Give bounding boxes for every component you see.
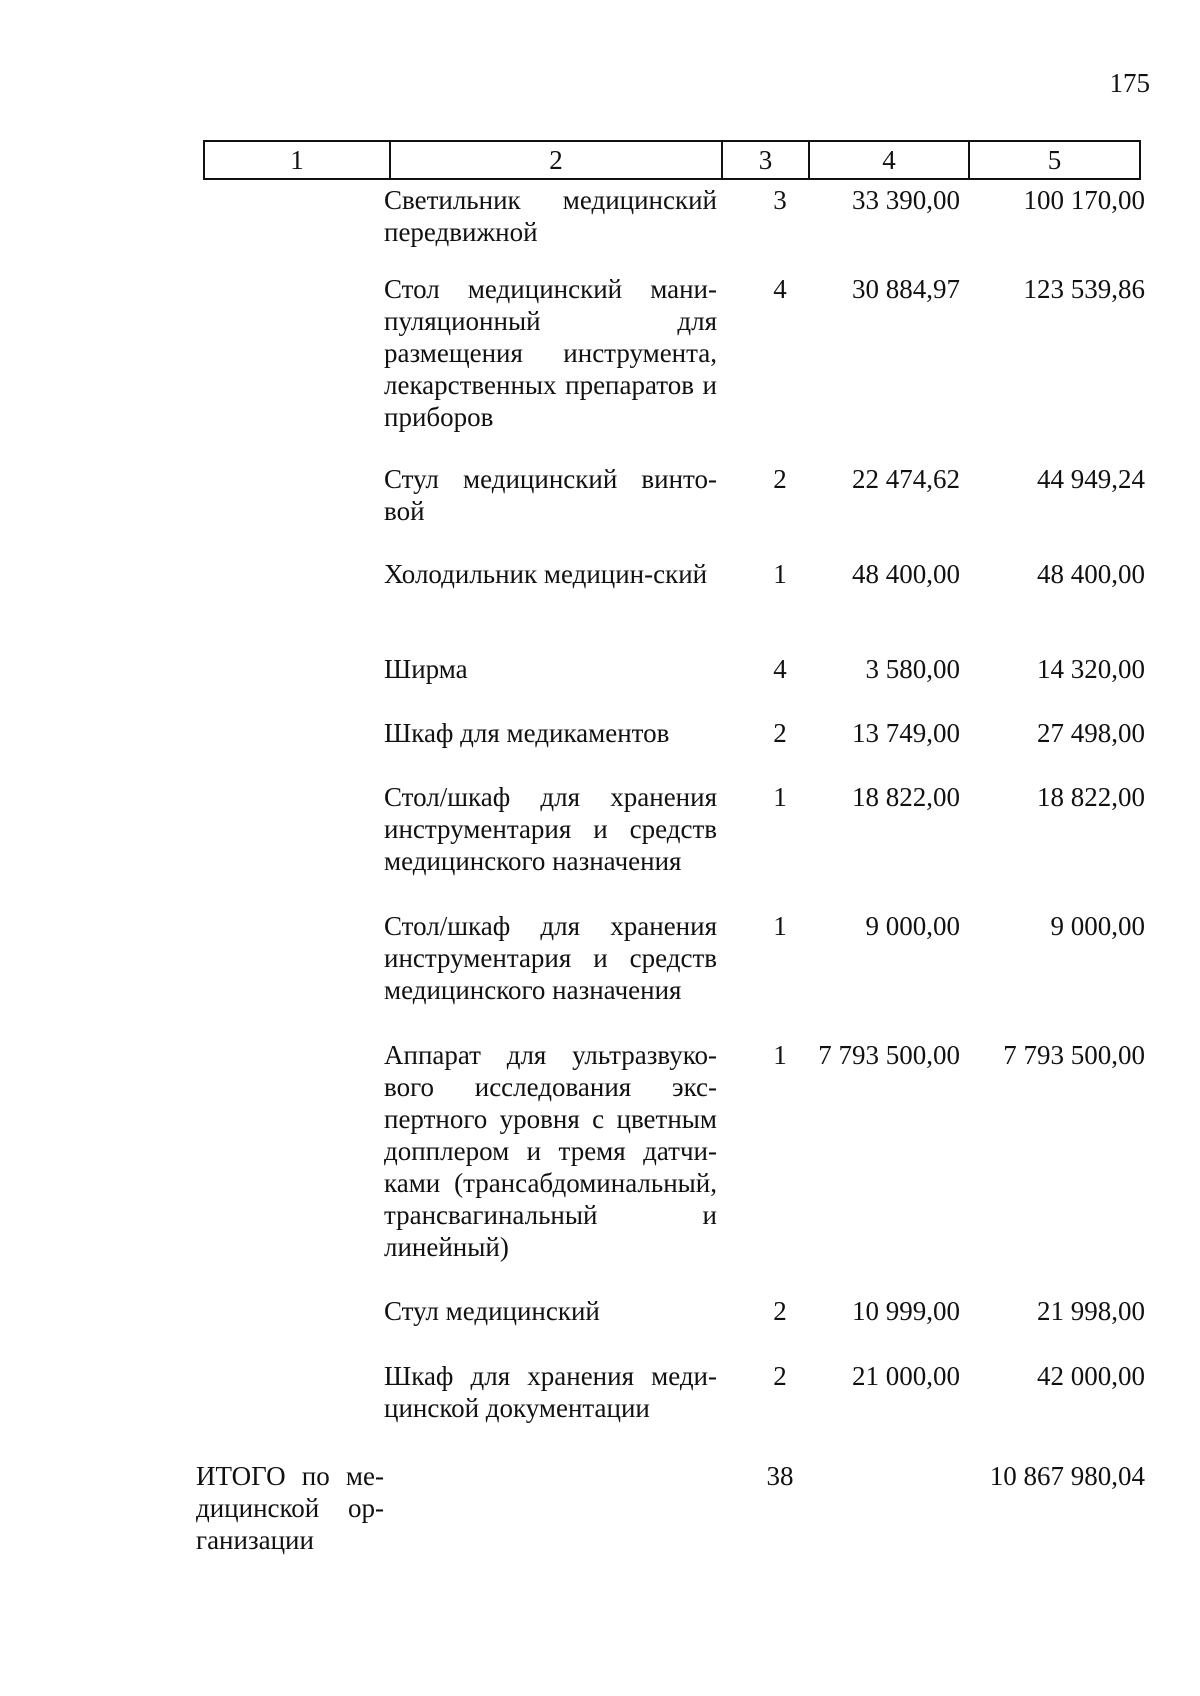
item-quantity: 2 <box>773 1296 787 1326</box>
column-header-2: 2 <box>391 142 723 178</box>
item-price: 30 884,97 <box>852 274 960 304</box>
item-price: 3 580,00 <box>865 654 960 684</box>
item-name: Стол медицинский мани-пуляционный для размещения инструмента, лекарственных препаратов и приборов <box>384 274 717 432</box>
item-quantity: 1 <box>773 559 787 589</box>
item-quantity: 4 <box>773 654 787 684</box>
item-total: 9 000,00 <box>1050 911 1145 941</box>
item-name: Стул медицинский винто-вой <box>384 464 717 526</box>
item-price: 18 822,00 <box>852 782 960 812</box>
item-quantity: 3 <box>773 185 787 215</box>
item-name: Стол/шкаф для хранения инструментария и средств медицинского назначения <box>384 911 717 1005</box>
item-total: 100 170,00 <box>1023 185 1145 215</box>
item-total: 42 000,00 <box>1037 1361 1145 1391</box>
item-quantity: 4 <box>773 274 787 304</box>
item-quantity: 1 <box>773 1040 787 1070</box>
item-price: 21 000,00 <box>852 1361 960 1391</box>
column-header-1: 1 <box>205 142 391 178</box>
page-number: 175 <box>1109 68 1150 98</box>
item-name: Стул медицинский <box>384 1296 600 1326</box>
item-total: 21 998,00 <box>1037 1296 1145 1326</box>
item-price: 10 999,00 <box>852 1296 960 1326</box>
column-header-5: 5 <box>1047 145 1062 175</box>
item-price: 7 793 500,00 <box>818 1040 960 1070</box>
item-total: 7 793 500,00 <box>1003 1040 1145 1070</box>
item-price: 22 474,62 <box>852 464 960 494</box>
item-name: Шкаф для медикаментов <box>384 718 670 748</box>
item-name: Светильник медицинский передвижной <box>384 185 717 247</box>
item-quantity: 2 <box>773 464 787 494</box>
summary-quantity: 38 <box>766 1461 794 1491</box>
item-name: Холодильник медицин-ский <box>384 559 708 589</box>
item-price: 48 400,00 <box>852 559 960 589</box>
column-header-3: 3 <box>723 142 810 178</box>
item-quantity: 2 <box>773 718 787 748</box>
item-name: Шкаф для хранения меди-цинской документации <box>384 1361 717 1423</box>
item-name: Стол/шкаф для хранения инструментария и средств медицинского назначения <box>384 782 717 876</box>
item-name: Аппарат для ультразвуко-вого исследования экс-пертного уровня с цветным допплером и тремя датчи-ками (трансабдоминальный, трансвагинальный и линейный) <box>384 1040 717 1262</box>
item-total: 14 320,00 <box>1037 654 1145 684</box>
column-header-row <box>203 140 1141 180</box>
item-total: 44 949,24 <box>1037 464 1145 494</box>
item-quantity: 2 <box>773 1361 787 1391</box>
item-quantity: 1 <box>773 782 787 812</box>
summary-label: ИТОГО по ме-дицинской ор-ганизации <box>196 1461 384 1555</box>
item-price: 13 749,00 <box>852 718 960 748</box>
column-header-4: 4 <box>810 142 970 178</box>
item-total: 18 822,00 <box>1037 782 1145 812</box>
summary-total: 10 867 980,04 <box>989 1461 1145 1491</box>
item-total: 123 539,86 <box>1023 274 1145 304</box>
item-price: 9 000,00 <box>865 911 960 941</box>
item-total: 48 400,00 <box>1037 559 1145 589</box>
item-quantity: 1 <box>773 911 787 941</box>
item-name: Ширма <box>384 654 468 684</box>
item-total: 27 498,00 <box>1037 718 1145 748</box>
item-price: 33 390,00 <box>852 185 960 215</box>
